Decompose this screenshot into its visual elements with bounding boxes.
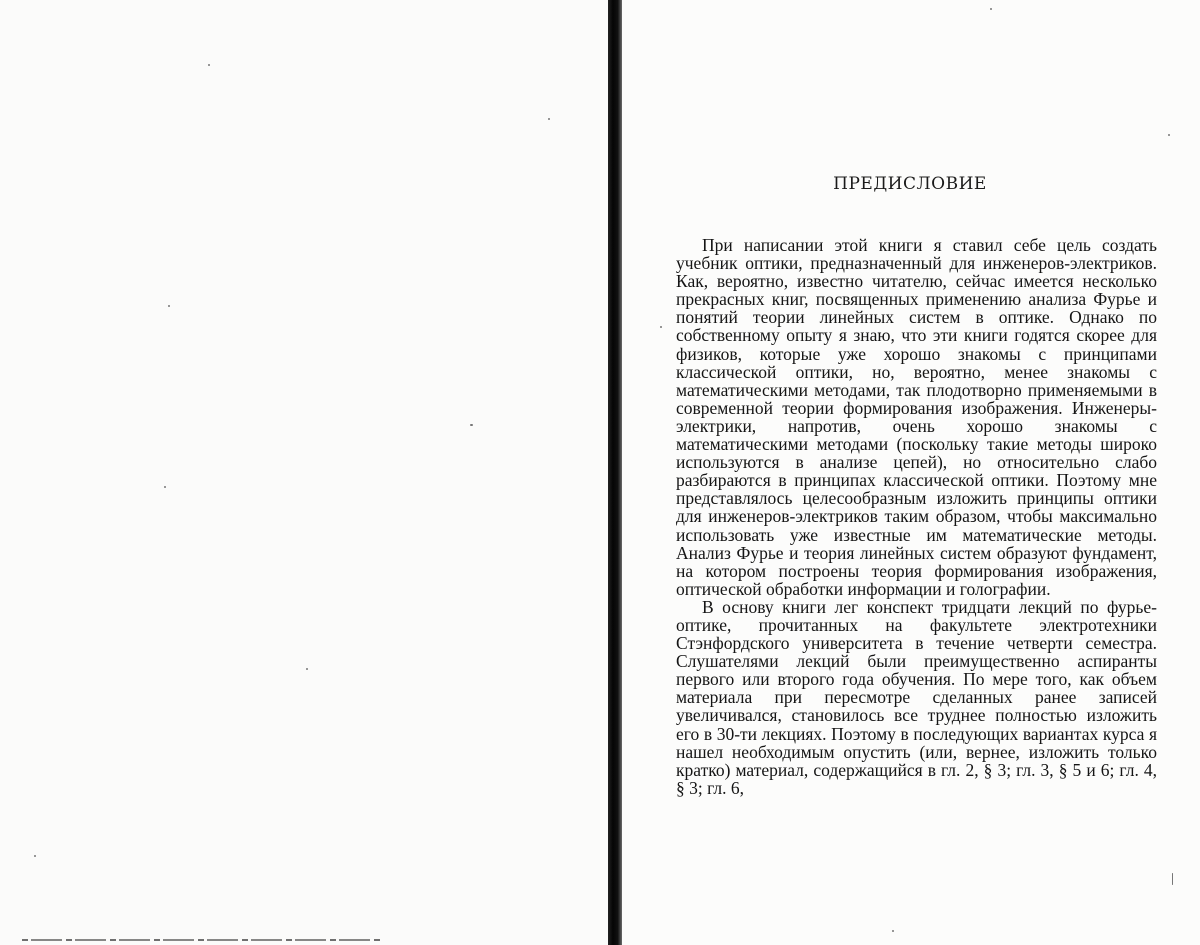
scan-speck xyxy=(164,486,166,488)
scan-speck xyxy=(660,326,662,328)
scan-speck xyxy=(34,855,36,857)
book-spine-shadow xyxy=(608,0,622,945)
scan-speck xyxy=(1168,134,1170,136)
page-edge-mark xyxy=(22,939,382,941)
preface-paragraph-1: При написании этой книги я ставил себе цель создать учебник оптики, предназначенный для инженеров-электриков. Как, вероятно, известно читателю, сейчас имеется несколько прекрасных книг, посвященных применению анализа Фурье и понятий теории линейных систем в оптике. Однако по собственному опыту я знаю, что эти книги годятся скорее для физиков, которые уже хорошо знакомы с принципами классической оптики, но, вероятно, менее знакомы с математическими методами, так плодотворно применяемыми в современной теории формирования изображения. Инженеры-электрики, напротив, очень хорошо знакомы с математическими методами (поскольку такие методы широко используются в анализе цепей), но относительно слабо разбираются в принципах классической оптики. Поэтому мне представлялось целесообразным изложить принципы оптики для инженеров-электриков таким образом, чтобы максимально использовать уже известные им математические методы. Анализ Фурье и теория линейных систем образуют фундамент, на котором построены теория формирования изображения, оптической обработки информации и голографии. xyxy=(676,235,1157,599)
scan-speck xyxy=(168,305,170,307)
scan-speck xyxy=(892,930,894,932)
preface-body xyxy=(676,236,1157,797)
preface-paragraph-2: В основу книги лег конспект тридцати лекций по фурье-оптике, прочитанных на факультете электротехники Стэнфордского университета в течение четверти семестра. Слушателями лекций были преимущественно аспиранты первого или второго года обучения. По мере того, как объем материала при пересмотре сделанных ранее записей увеличивался, становилось все труднее полностью изложить его в 30-ти лекциях. Поэтому в последующих вариантах курса я нашел необходимым опустить (или, вернее, изложить только кратко) материал, содержащийся в гл. 2, § 3; гл. 3, § 5 и 6; гл. 4, § 3; гл. 6, xyxy=(676,596,1157,798)
scan-speck xyxy=(306,668,308,670)
scan-speck xyxy=(1172,873,1173,885)
scan-speck xyxy=(208,64,210,66)
preface-heading: ПРЕДИСЛОВИЕ xyxy=(833,174,987,194)
scan-speck xyxy=(548,118,550,120)
scan-speck xyxy=(470,424,473,426)
scan-speck xyxy=(990,8,992,10)
